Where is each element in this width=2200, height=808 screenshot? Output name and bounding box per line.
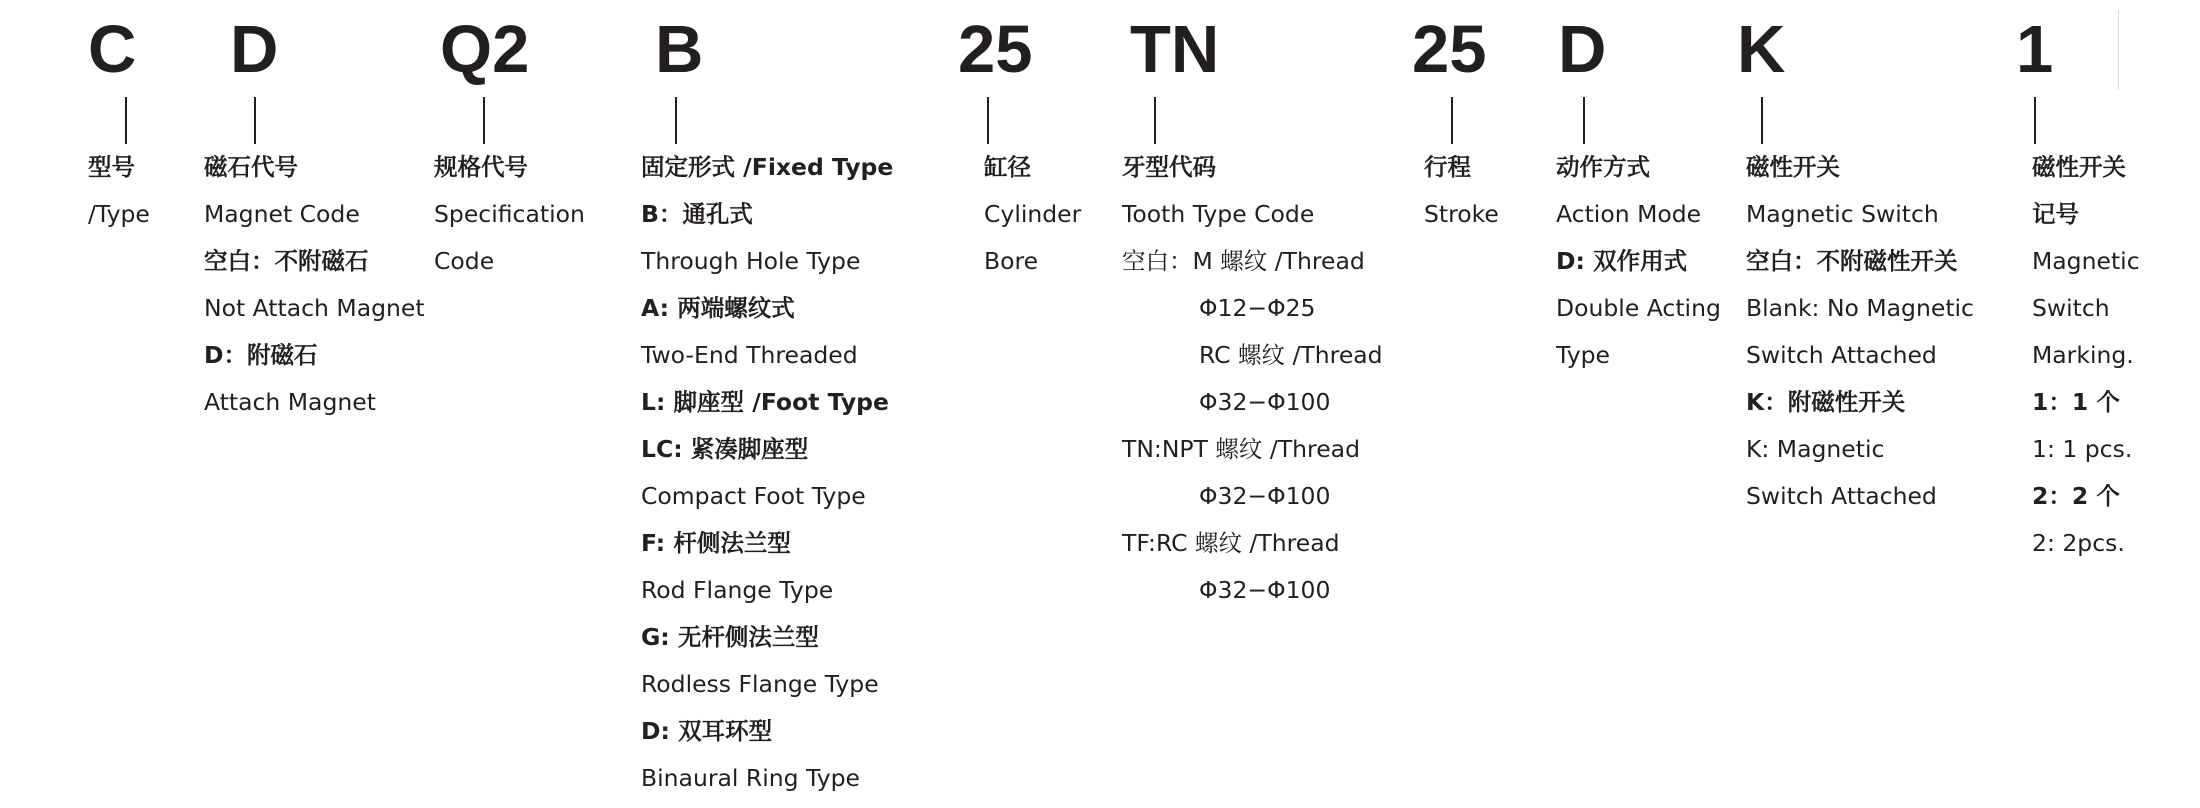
column-line: Switch [2032,294,2110,322]
column-heading: 型号 [88,153,135,181]
column-action-mode [1556,150,1721,385]
column-magnetic-switch [1746,150,1974,526]
column-line: Code [434,247,495,275]
thread-range: Φ32−Φ100 [1199,482,1331,510]
code-magnet: D [230,12,279,87]
column-line: /Type [88,200,150,228]
option-description: Through Hole Type [641,247,861,275]
column-heading: 磁性开关 [2032,153,2126,181]
option-description: Attach Magnet [204,388,376,416]
column-line: Magnet Code [204,200,360,228]
tick-magnet [254,97,256,144]
option-label: 空白：M 螺纹 /Thread [1122,247,1365,275]
column-magnet-code [204,150,425,432]
column-tooth-type [1122,150,1383,620]
tick-action-mode [1583,97,1585,144]
option-description: 2: 2pcs. [2032,529,2125,557]
tick-switch-marking [2034,97,2036,144]
column-cylinder-bore [984,150,1081,291]
option-label: D: 双耳环型 [641,717,773,745]
right-edge-divider [2118,10,2119,90]
option-label: RC 螺纹 /Thread [1199,341,1383,369]
code-stroke: 25 [1412,12,1487,87]
option-label: 2：2 个 [2032,482,2120,510]
code-specification: Q2 [440,12,530,87]
option-description: K: Magnetic [1746,435,1885,463]
option-label: 空白：不附磁性开关 [1746,247,1958,275]
thread-range: Φ32−Φ100 [1199,388,1331,416]
tick-bore [987,97,989,144]
option-description: Double Acting [1556,294,1721,322]
option-label: F: 杆侧法兰型 [641,529,791,557]
column-type [88,150,150,244]
option-label: TF:RC 螺纹 /Thread [1122,529,1340,557]
column-heading: 磁石代号 [204,153,298,181]
code-switch-marking: 1 [2016,12,2054,87]
option-description: Type [1556,341,1610,369]
thread-range: Φ32−Φ100 [1199,576,1331,604]
option-description: Rod Flange Type [641,576,834,604]
column-line: Specification [434,200,585,228]
tick-specification [483,97,485,144]
option-label: A: 两端螺纹式 [641,294,795,322]
option-label: B：通孔式 [641,200,753,228]
column-heading: 动作方式 [1556,153,1650,181]
column-heading: 规格代号 [434,153,528,181]
column-line: Stroke [1424,200,1499,228]
option-label: D: 双作用式 [1556,247,1688,275]
option-label: 1：1 个 [2032,388,2120,416]
column-line: Marking. [2032,341,2134,369]
option-description: Rodless Flange Type [641,670,879,698]
tick-thread [1154,97,1156,144]
option-label: D：附磁石 [204,341,318,369]
column-specification [434,150,585,291]
option-description: Switch Attached [1746,482,1937,510]
tick-fixed-type [675,97,677,144]
column-fixed-type [641,150,893,808]
column-switch-marking [2032,150,2140,573]
option-description: Two-End Threaded [641,341,858,369]
code-action-mode: D [1558,12,1607,87]
column-line: Magnetic Switch [1746,200,1939,228]
column-heading: 行程 [1424,153,1471,181]
option-description: Blank: No Magnetic [1746,294,1974,322]
column-heading: 固定形式 /Fixed Type [641,153,894,181]
column-line: Bore [984,247,1039,275]
code-type: C [88,12,137,87]
code-fixed-type: B [655,12,704,87]
column-line: Magnetic [2032,247,2140,275]
tick-stroke [1451,97,1453,144]
option-label: L: 脚座型 /Foot Type [641,388,889,416]
option-description: Not Attach Magnet [204,294,425,322]
column-line: Action Mode [1556,200,1702,228]
tick-magnetic-switch [1761,97,1763,144]
tick-type [125,97,127,144]
thread-range: Φ12−Φ25 [1199,294,1316,322]
column-heading: 牙型代码 [1122,153,1216,181]
option-description: Binaural Ring Type [641,764,861,792]
code-thread: TN [1130,12,1220,87]
column-heading: 磁性开关 [1746,153,1840,181]
option-label: K：附磁性开关 [1746,388,1906,416]
option-description: Switch Attached [1746,341,1937,369]
column-heading: 记号 [2032,200,2079,228]
option-description: 1: 1 pcs. [2032,435,2133,463]
code-bore: 25 [958,12,1033,87]
code-magnetic-switch: K [1737,12,1786,87]
option-label: LC: 紧凑脚座型 [641,435,809,463]
option-label: TN:NPT 螺纹 /Thread [1122,435,1360,463]
option-label: 空白：不附磁石 [204,247,369,275]
column-stroke [1424,150,1499,244]
option-description: Compact Foot Type [641,482,866,510]
column-line: Cylinder [984,200,1082,228]
option-label: G: 无杆侧法兰型 [641,623,819,651]
column-line: Tooth Type Code [1122,200,1315,228]
column-heading: 缸径 [984,153,1031,181]
